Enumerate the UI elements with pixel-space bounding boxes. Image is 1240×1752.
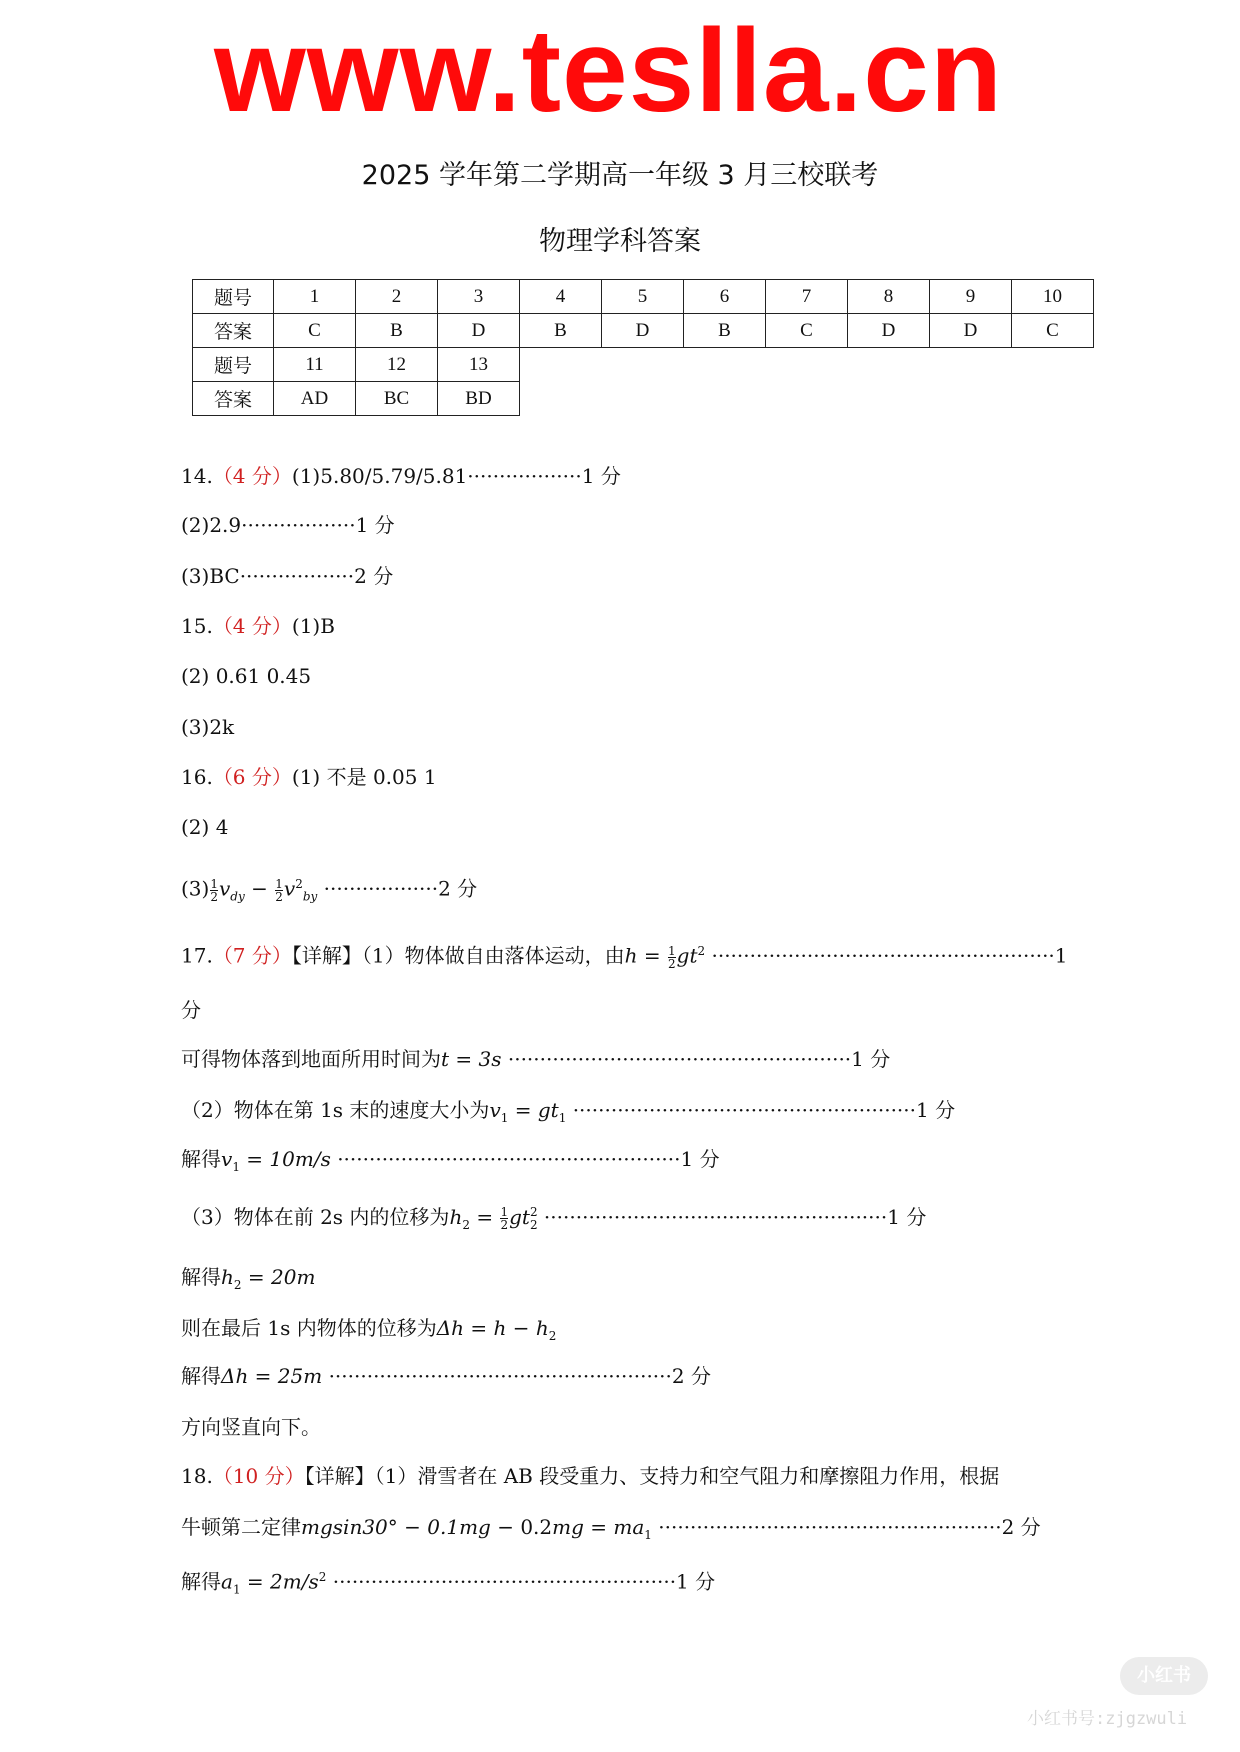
answer-row <box>193 314 1094 348</box>
text-segment: (3) <box>181 876 210 901</box>
text-segment: (2) 0.61 0.45 <box>181 664 312 688</box>
text-segment: 2 <box>548 1329 557 1343</box>
text-segment: （3）物体在前 2s 内的位移为 <box>181 1205 450 1229</box>
table-cell: BC <box>356 382 438 416</box>
text-segment: 解得 <box>181 1265 221 1289</box>
answer-line <box>181 511 395 539</box>
text-segment: 2 <box>500 1218 509 1232</box>
answer-line <box>181 996 201 1024</box>
text-segment: 1 <box>644 1528 652 1542</box>
text-segment: 牛顿第二定律 <box>181 1515 301 1539</box>
answer-row <box>193 382 520 416</box>
account-id: 小红书号:zjgzwuli <box>1027 1709 1188 1729</box>
text-segment: (1)B <box>291 614 335 638</box>
table-cell: 11 <box>274 348 356 382</box>
text-segment: (3)BC··················2 分 <box>181 564 394 588</box>
text-segment: （4 分） <box>212 614 292 638</box>
text-segment: ··················2 分 <box>317 876 478 901</box>
text-segment: h <box>449 1205 463 1229</box>
answer-table-1 <box>192 279 1094 348</box>
text-segment: v <box>218 876 231 901</box>
answer-line <box>181 870 477 911</box>
text-segment: − 0.2 <box>490 1515 553 1539</box>
fraction <box>500 1206 508 1231</box>
table-cell: 1 <box>274 280 356 314</box>
answer-line <box>181 1563 715 1604</box>
text-segment: t = 3s <box>441 1047 502 1071</box>
answer-line <box>181 462 621 490</box>
page-subtitle: 物理学科答案 <box>539 226 701 257</box>
text-segment: Δh = 25m <box>221 1364 323 1388</box>
table-cell: 10 <box>1012 280 1094 314</box>
text-segment: 2 <box>529 1204 538 1219</box>
text-segment: h <box>221 1265 234 1289</box>
text-segment: 16. <box>181 765 213 789</box>
table-cell: D <box>848 314 930 348</box>
text-segment: v <box>221 1147 233 1171</box>
text-segment: 17. <box>181 943 213 968</box>
text-segment: 1 <box>500 1205 509 1219</box>
table-cell: D <box>602 314 684 348</box>
answer-line <box>181 1413 321 1441</box>
table-cell: 12 <box>356 348 438 382</box>
page-title: 2025 学年第二学期高一年级 3 月三校联考 <box>361 160 879 191</box>
text-segment: 2 <box>295 877 303 891</box>
text-segment: (1) 不是 0.05 1 <box>291 765 437 789</box>
xiaohongshu-logo: 小红书 <box>1120 1657 1208 1695</box>
text-segment: 1 <box>232 1582 241 1597</box>
table-cell: 13 <box>438 348 520 382</box>
text-segment: ······················································1 分 <box>566 1098 956 1122</box>
table-cell: B <box>356 314 438 348</box>
answer-line <box>181 1203 926 1239</box>
text-segment: v <box>283 876 296 901</box>
text-segment: (2) 4 <box>181 815 229 839</box>
text-segment: （7 分） <box>212 943 292 968</box>
text-segment: = 20m <box>241 1265 316 1289</box>
text-segment: gt <box>676 943 698 968</box>
text-segment: 1 <box>668 943 676 958</box>
text-segment: （6 分） <box>212 765 292 789</box>
answer-line <box>181 1362 711 1390</box>
table-cell: 4 <box>520 280 602 314</box>
table-cell: 5 <box>602 280 684 314</box>
question-row <box>193 348 520 382</box>
fraction <box>275 878 283 903</box>
text-segment: 【详解】（1）物体做自由落体运动，由 <box>291 943 625 968</box>
answer-line <box>181 1096 955 1132</box>
text-segment: Δh = h − h <box>436 1316 549 1340</box>
table-cell: C <box>274 314 356 348</box>
text-segment: = gt <box>508 1098 559 1122</box>
text-segment: ······················································2 分 <box>322 1364 711 1388</box>
text-segment: (2)2.9··················1 分 <box>181 513 395 537</box>
text-segment: 2 <box>210 889 218 904</box>
answer-line <box>181 1145 720 1181</box>
answer-line <box>181 713 234 741</box>
text-segment: mg <box>459 1515 491 1539</box>
text-segment: = <box>469 1205 500 1229</box>
text-segment: 2 <box>318 1570 327 1584</box>
text-segment: 1 <box>558 1111 567 1125</box>
text-segment: （10 分） <box>212 1464 305 1488</box>
text-segment: a <box>221 1569 233 1594</box>
text-segment: ······················································2 分 <box>651 1515 1041 1539</box>
table-cell: BD <box>438 382 520 416</box>
answer-line <box>181 813 228 841</box>
text-segment: 2 <box>275 889 283 904</box>
text-segment: v <box>489 1098 501 1122</box>
text-segment: dy <box>230 889 245 904</box>
text-segment: 2 <box>697 944 706 958</box>
text-segment: 则在最后 1s 内物体的位移为 <box>181 1316 437 1340</box>
text-segment: mg = ma <box>552 1515 645 1539</box>
answer-line <box>181 662 311 690</box>
answer-line <box>181 612 335 640</box>
text-segment: h = <box>624 943 667 968</box>
text-segment: 解得 <box>181 1569 221 1594</box>
text-segment: ······················································1 分 <box>501 1047 891 1071</box>
sup-sub <box>530 1206 538 1232</box>
text-segment: 解得 <box>181 1364 221 1388</box>
text-segment: 可得物体落到地面所用时间为 <box>181 1047 441 1071</box>
table-cell: B <box>684 314 766 348</box>
text-segment: = 10m/s <box>239 1147 331 1171</box>
text-segment: 2 <box>529 1217 538 1232</box>
text-segment: 1 <box>500 1111 509 1125</box>
table-cell: D <box>438 314 520 348</box>
table-cell: 3 <box>438 280 520 314</box>
text-segment: 1 <box>232 1160 240 1174</box>
text-segment: 1 <box>275 876 283 891</box>
table-cell: 6 <box>684 280 766 314</box>
table-cell: C <box>766 314 848 348</box>
table-cell: 8 <box>848 280 930 314</box>
text-segment: (1)5.80/5.79/5.81··················1 分 <box>291 464 621 488</box>
row-label: 答案 <box>193 382 274 416</box>
text-segment: by <box>302 889 318 904</box>
text-segment: = 2m/s <box>240 1569 319 1594</box>
table-cell: C <box>1012 314 1094 348</box>
text-segment: 解得 <box>181 1147 221 1171</box>
table-cell: D <box>930 314 1012 348</box>
text-segment: ······················································1 分 <box>326 1569 716 1594</box>
text-segment: （2）物体在第 1s 末的速度大小为 <box>181 1098 490 1122</box>
table-cell: 9 <box>930 280 1012 314</box>
watermark: www.teslla.cn <box>214 5 1003 137</box>
text-segment: 2 <box>462 1218 470 1232</box>
table-cell: AD <box>274 382 356 416</box>
fraction <box>210 878 218 903</box>
text-segment: ······················································1 分 <box>330 1147 720 1171</box>
row-label: 答案 <box>193 314 274 348</box>
table-cell: 7 <box>766 280 848 314</box>
text-segment: ······················································1 <box>705 943 1068 968</box>
text-segment: sin30° − 0.1 <box>332 1515 460 1539</box>
answer-table-2 <box>192 347 520 416</box>
answer-line <box>181 1462 999 1490</box>
text-segment: 分 <box>181 998 201 1022</box>
answer-line <box>181 1513 1041 1549</box>
text-segment: 2 <box>233 1278 242 1292</box>
text-segment: gt <box>509 1205 530 1229</box>
text-segment: 15. <box>181 614 213 638</box>
answer-line <box>181 763 437 791</box>
text-segment: 2 <box>668 956 676 971</box>
text-segment: ······················································1 分 <box>537 1205 927 1229</box>
text-segment: 方向竖直向下。 <box>181 1415 321 1439</box>
text-segment: 【详解】（1）滑雪者在 AB 段受重力、支持力和空气阻力和摩擦阻力作用，根据 <box>304 1464 1000 1488</box>
text-segment: (3)2k <box>181 715 235 739</box>
row-label: 题号 <box>193 280 274 314</box>
answer-line <box>181 937 1068 970</box>
text-segment: 14. <box>181 464 213 488</box>
answer-line <box>181 562 393 590</box>
row-label: 题号 <box>193 348 274 382</box>
text-segment: 18. <box>181 1464 213 1488</box>
text-segment: mg <box>301 1515 333 1539</box>
table-cell: B <box>520 314 602 348</box>
text-segment: （4 分） <box>212 464 292 488</box>
table-cell: 2 <box>356 280 438 314</box>
answer-line <box>181 1263 315 1299</box>
question-row <box>193 280 1094 314</box>
text-segment: 1 <box>210 876 218 891</box>
answer-line <box>181 1314 556 1350</box>
text-segment: − <box>244 876 275 901</box>
fraction <box>668 945 676 970</box>
answer-line <box>181 1045 890 1073</box>
